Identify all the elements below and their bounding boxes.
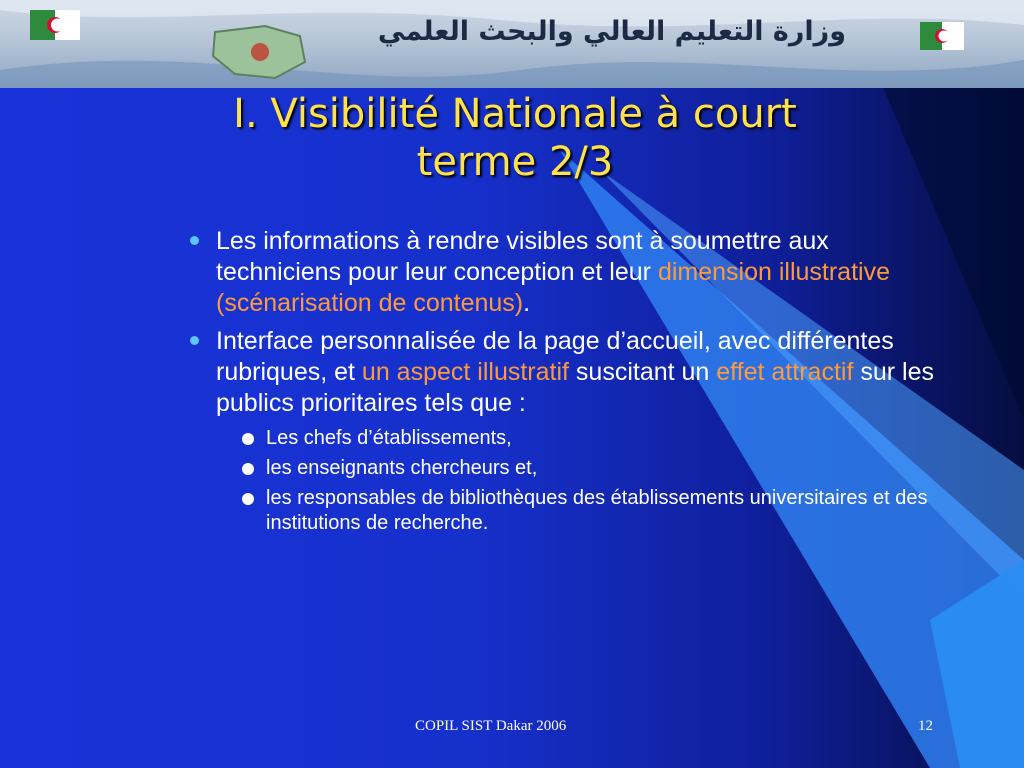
sub-bullet-dot-icon	[242, 463, 254, 475]
bullet-2-highlight-1: un aspect illustratif	[361, 358, 569, 386]
sub-bullet-item-2	[190, 456, 950, 481]
slide-title-line1: I. Visibilité Nationale à court	[233, 91, 797, 137]
bullet-item-1	[190, 226, 950, 319]
slide-title	[120, 90, 910, 186]
bullet-2-text-b: suscitant un	[568, 358, 717, 386]
bullet-2-highlight-2: effet attractif	[716, 358, 854, 386]
bullet-2-text-c: sur les publics prioritaires tels que :	[216, 358, 934, 417]
slide-footer	[0, 718, 1024, 742]
bullet-1-text-b: .	[523, 289, 531, 317]
ministry-name-arabic: وزارة التعليم العالي والبحث العلمي	[377, 16, 846, 47]
sub-bullet-item-3	[190, 486, 950, 536]
sub-bullet-dot-icon	[242, 493, 254, 505]
sub-bullet-dot-icon	[242, 433, 254, 445]
sub-bullet-item-1	[190, 426, 950, 451]
bullet-dot-icon	[190, 336, 199, 345]
algeria-flag-small-icon	[920, 22, 964, 50]
sub-bullet-1-text: Les chefs d’établissements,	[266, 427, 512, 449]
footer-event-label: COPIL SIST Dakar 2006	[415, 718, 567, 734]
bullet-1-highlight: dimension illustrative (scénarisation de contenus)	[216, 258, 890, 317]
slide-content	[190, 226, 950, 536]
slide-title-line2: terme 2/3	[416, 139, 614, 185]
bullet-2-text-a: Interface personnalisée de la page d’accueil, avec différentes rubriques, et	[216, 327, 894, 386]
header-banner	[0, 0, 1024, 88]
sub-bullet-2-text: les enseignants chercheurs et,	[266, 457, 538, 479]
bullet-dot-icon	[190, 236, 199, 245]
bullet-item-2	[190, 326, 950, 419]
sub-bullet-3-text: les responsables de bibliothèques des établissements universitaires et des institutions de recherche.	[266, 487, 928, 534]
algeria-map-emblem-icon	[205, 22, 315, 82]
bullet-1-text-a: Les informations à rendre visibles sont à soumettre aux techniciens pour leur conception et leur	[216, 227, 829, 286]
slide-number: 12	[918, 718, 933, 734]
algeria-flag-icon	[30, 10, 80, 40]
